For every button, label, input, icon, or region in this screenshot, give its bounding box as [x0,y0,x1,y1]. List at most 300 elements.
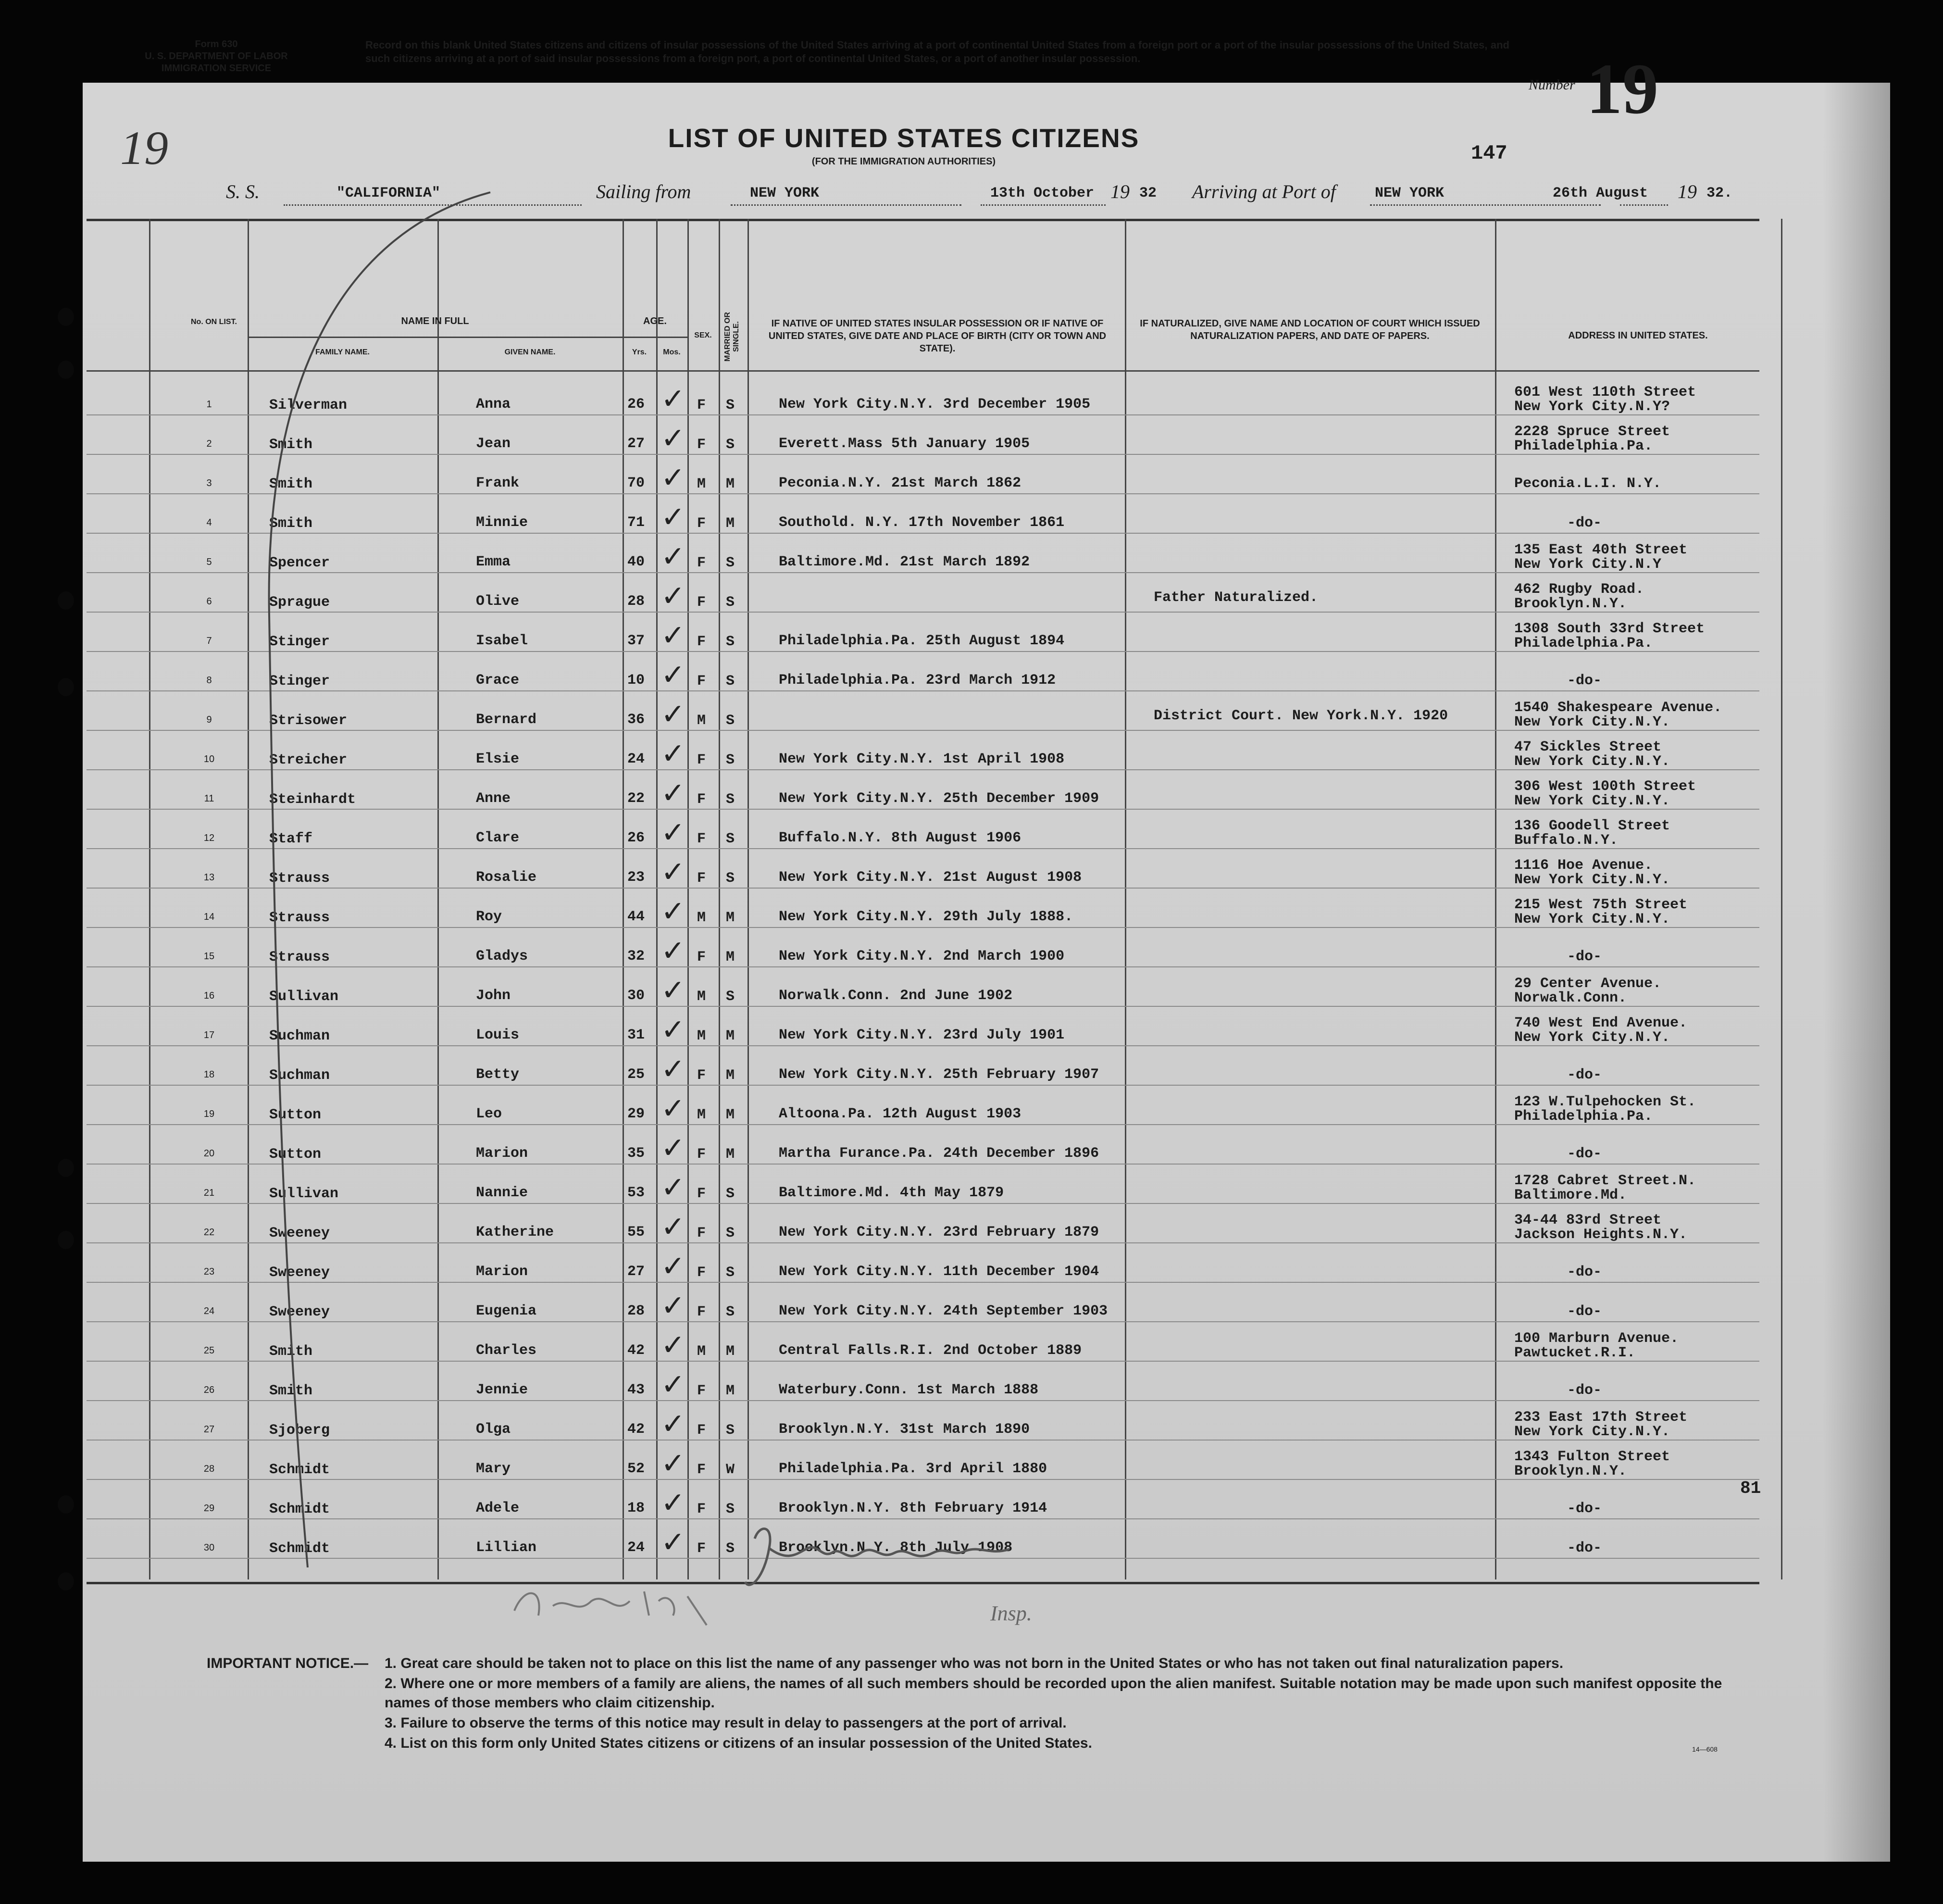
row-number: 15 [203,951,215,962]
given-name: Marion [476,1264,528,1280]
sex: F [697,397,706,413]
age-years: 23 [627,869,645,886]
pencil-arc-mark [250,183,500,1577]
marital-status: S [726,1225,735,1241]
check-mark-icon: ✓ [661,1013,685,1047]
address-line-1: 462 Rugby Road. [1514,581,1644,598]
check-mark-icon: ✓ [661,934,685,968]
age-years: 53 [627,1185,645,1201]
age-years: 10 [627,672,645,689]
address-line-2: New York City.N.Y [1514,556,1662,573]
address-line-2: Pawtucket.R.I. [1514,1345,1636,1361]
address-line-2: New York City.N.Y? [1514,399,1670,415]
sex: F [697,1225,706,1241]
family-name: Strauss [269,910,330,926]
marital-status: M [726,515,735,532]
address-line-1: 215 West 75th Street [1514,897,1688,913]
place-and-date-of-birth: New York City.N.Y. 1st April 1908 [779,751,1065,767]
given-name: Clare [476,830,520,846]
row-number: 1 [206,399,212,410]
given-name: Katherine [476,1224,554,1240]
marital-status: S [726,870,735,887]
marital-status: M [726,1383,735,1399]
marital-status: M [726,1146,735,1163]
row-number: 23 [203,1266,215,1277]
given-name: John [476,988,511,1004]
sailing-from-fill-line [731,204,961,206]
sailing-from-port: NEW YORK [750,185,820,201]
family-name: Stinger [269,673,330,689]
age-years: 42 [627,1342,645,1359]
number-label: Number [1529,77,1575,93]
sex: F [697,594,706,611]
marital-status: S [726,437,735,453]
marital-status: M [726,476,735,492]
age-years: 36 [627,712,645,728]
check-mark-icon: ✓ [661,382,685,416]
family-name: Sweeney [269,1225,330,1241]
check-mark-icon: ✓ [661,1289,685,1323]
age-years: 22 [627,790,645,807]
given-name: Lillian [476,1540,537,1556]
age-years: 55 [627,1224,645,1240]
arriving-port: NEW YORK [1375,185,1445,201]
given-name: Frank [476,475,520,491]
address-line-2: New York City.N.Y. [1514,753,1670,770]
service-name: IMMIGRATION SERVICE [161,63,272,74]
column-divider [149,219,150,1579]
marital-status: S [726,397,735,413]
punch-hole [58,1495,74,1514]
arriving-date-fill-line [1620,204,1668,206]
column-divider [747,219,749,1579]
given-name: Olive [476,593,520,610]
place-and-date-of-birth: Everett.Mass 5th January 1905 [779,436,1030,452]
given-name: Olga [476,1421,511,1438]
given-name: Charles [476,1342,537,1359]
address-line-2: Brooklyn.N.Y. [1514,596,1627,612]
check-mark-icon: ✓ [661,422,685,455]
notice-item: 3. Failure to observe the terms of this notice may result in delay to passengers at the port of arrival. [385,1715,1067,1731]
page-mark: 81 [1740,1478,1761,1498]
address-line-1: 29 Center Avenue. [1514,976,1662,992]
place-and-date-of-birth: Martha Furance.Pa. 24th December 1896 [779,1145,1099,1162]
column-divider [687,219,689,1579]
family-name: Suchman [269,1067,330,1084]
sailing-from-label: Sailing from [596,181,691,202]
row-number: 4 [206,517,212,528]
check-mark-icon: ✓ [661,1092,685,1126]
marital-status: S [726,1501,735,1517]
inspector-signature [740,1519,1029,1601]
page-subtitle: (FOR THE IMMIGRATION AUTHORITIES) [811,156,996,167]
col-family-name: FAMILY NAME. [315,348,370,356]
marital-status: S [726,555,735,571]
address-line-1: -do- [1567,1067,1602,1083]
check-mark-icon: ✓ [661,1368,685,1402]
given-name: Nannie [476,1185,528,1201]
check-mark-icon: ✓ [661,737,685,771]
family-name: Streicher [269,752,348,768]
sex: F [697,1146,706,1163]
marital-status: M [726,1343,735,1360]
address-line-1: 1116 Hoe Avenue. [1514,857,1653,874]
address-line-2: Philadelphia.Pa. [1514,438,1653,454]
family-name: Spencer [269,555,330,571]
age-years: 26 [627,830,645,846]
row-number: 16 [203,990,215,1001]
arriving-year: 32. [1706,185,1733,201]
column-divider [719,219,720,1579]
place-and-date-of-birth: Brooklyn.N.Y. 8th July 1908 [779,1540,1013,1556]
age-years: 25 [627,1066,645,1083]
given-name: Jennie [476,1382,528,1398]
age-years: 32 [627,948,645,965]
column-divider [656,219,658,1579]
row-number: 30 [203,1542,215,1553]
marital-status: M [726,1107,735,1123]
address-line-1: -do- [1567,1540,1602,1556]
family-name: Smith [269,515,313,532]
place-and-date-of-birth: Philadelphia.Pa. 3rd April 1880 [779,1461,1047,1477]
check-mark-icon: ✓ [661,461,685,495]
sex: M [697,1343,706,1360]
given-name: Adele [476,1500,520,1516]
row-number: 18 [203,1069,215,1080]
place-and-date-of-birth: New York City.N.Y. 25th December 1909 [779,790,1099,807]
sex: F [697,949,706,965]
address-line-2: New York City.N.Y. [1514,911,1670,927]
given-name: Jean [476,436,511,452]
col-sex: SEX. [694,331,712,339]
address-line-1: -do- [1567,515,1602,531]
family-name: Sweeney [269,1265,330,1281]
notice-item: 1. Great care should be taken not to place on this list the name of any passenger who was not born in the United States or who has not taken out final naturalization papers. [385,1655,1564,1671]
stamp-number: 147 [1471,142,1507,165]
marital-status: M [726,949,735,965]
page-edge-shadow [1823,83,1890,1862]
check-mark-icon: ✓ [661,895,685,928]
sex: M [697,910,706,926]
family-name: Strauss [269,949,330,965]
place-and-date-of-birth: New York City.N.Y. 29th July 1888. [779,909,1073,925]
given-name: Isabel [476,633,528,649]
sex: F [697,1501,706,1517]
family-name: Strauss [269,870,330,887]
col-no-on-list: No. ON LIST. [191,318,237,326]
given-name: Elsie [476,751,520,767]
column-divider [1495,219,1496,1579]
given-name: Rosalie [476,869,537,886]
family-name: Steinhardt [269,791,356,808]
sex: F [697,1186,706,1202]
address-line-1: 2228 Spruce Street [1514,424,1670,440]
family-name: Schmidt [269,1462,330,1478]
sex: M [697,476,706,492]
address-line-2: Brooklyn.N.Y. [1514,1463,1627,1479]
check-mark-icon: ✓ [661,1486,685,1520]
marital-status: S [726,1304,735,1320]
check-mark-icon: ✓ [661,658,685,692]
age-years: 24 [627,751,645,767]
address-line-1: 136 Goodell Street [1514,818,1670,834]
marital-status: S [726,634,735,650]
marital-status: S [726,1265,735,1281]
place-and-date-of-birth: Central Falls.R.I. 2nd October 1889 [779,1342,1082,1359]
check-mark-icon: ✓ [661,816,685,850]
place-and-date-of-birth: New York City.N.Y. 11th December 1904 [779,1264,1099,1280]
given-name: Minnie [476,514,528,531]
given-name: Grace [476,672,520,689]
check-mark-icon: ✓ [661,777,685,810]
col-given-name: GIVEN NAME. [504,348,556,356]
address-line-2: Baltimore.Md. [1514,1187,1627,1203]
age-years: 28 [627,1303,645,1319]
sex: F [697,1541,706,1557]
age-years: 37 [627,633,645,649]
age-years: 27 [627,1264,645,1280]
row-number: 24 [203,1306,215,1316]
col-married-or-single: MARRIED OR SINGLE. [723,312,740,362]
sex: F [697,752,706,768]
place-and-date-of-birth: New York City.N.Y. 23rd February 1879 [779,1224,1099,1240]
column-divider [623,219,624,1579]
place-and-date-of-birth: Peconia.N.Y. 21st March 1862 [779,475,1021,491]
age-years: 42 [627,1421,645,1438]
place-and-date-of-birth: Waterbury.Conn. 1st March 1888 [779,1382,1039,1398]
address-line-2: New York City.N.Y. [1514,872,1670,888]
list-number: 19 [1586,49,1658,129]
sailing-date-fill-line [981,204,1106,206]
family-name: Sprague [269,594,330,611]
row-number: 28 [203,1464,215,1474]
punch-hole [58,678,74,696]
sex: F [697,831,706,847]
address-line-1: -do- [1567,949,1602,965]
row-number: 12 [203,833,215,843]
marital-status: S [726,791,735,808]
check-mark-icon: ✓ [661,1328,685,1362]
family-name: Stinger [269,634,330,650]
address-line-1: 47 Sickles Street [1514,739,1662,755]
age-years: 44 [627,909,645,925]
row-number: 5 [206,557,212,567]
marital-status: S [726,673,735,689]
address-line-1: -do- [1567,1264,1602,1280]
check-mark-icon: ✓ [661,540,685,574]
marital-status: S [726,713,735,729]
place-and-date-of-birth: Brooklyn.N.Y. 8th February 1914 [779,1500,1047,1516]
given-name: Anne [476,790,511,807]
sex: F [697,515,706,532]
given-name: Emma [476,554,511,570]
row-number: 13 [203,872,215,883]
check-mark-icon: ✓ [661,855,685,889]
family-name: Sutton [269,1107,322,1123]
check-mark-icon: ✓ [661,1210,685,1244]
age-years: 43 [627,1382,645,1398]
marital-status: S [726,1186,735,1202]
address-line-1: 135 East 40th Street [1514,542,1688,558]
sex: F [697,1462,706,1478]
place-and-date-of-birth: New York City.N.Y. 25th February 1907 [779,1066,1099,1083]
check-mark-icon: ✓ [661,1171,685,1204]
family-name: Smith [269,1383,313,1399]
sex: M [697,1028,706,1044]
row-number: 17 [203,1030,215,1040]
given-name: Mary [476,1461,511,1477]
marital-status: M [726,1028,735,1044]
sex: F [697,1265,706,1281]
form-id-block [111,38,322,75]
col-name-in-full: NAME IN FULL [401,316,469,326]
place-and-date-of-birth: Baltimore.Md. 21st March 1892 [779,554,1030,570]
row-number: 26 [203,1385,215,1395]
family-name: Suchman [269,1028,330,1044]
arriving-port-fill-line [1370,204,1601,206]
row-number: 8 [206,675,212,686]
place-and-date-of-birth: Norwalk.Conn. 2nd June 1902 [779,988,1013,1004]
address-line-2: New York City.N.Y. [1514,714,1670,730]
given-name: Eugenia [476,1303,537,1319]
notice-item: 4. List on this form only United States citizens or citizens of an insular possession of the United States. [385,1735,1092,1751]
given-name: Marion [476,1145,528,1162]
col-naturalization: IF NATURALIZED, GIVE NAME AND LOCATION OF COURT WHICH ISSUED NATURALIZATION PAPERS, AND DATE OF PAPERS. [1140,318,1480,341]
address-line-1: -do- [1567,1146,1602,1162]
notice-heading: IMPORTANT NOTICE.— [207,1655,369,1671]
check-mark-icon: ✓ [661,579,685,613]
place-and-date-of-birth: New York City.N.Y. 3rd December 1905 [779,396,1091,413]
sailing-date: 13th October [990,185,1095,201]
row-number: 29 [203,1503,215,1514]
place-and-date-of-birth: Buffalo.N.Y. 8th August 1906 [779,830,1021,846]
row-number: 21 [203,1188,215,1198]
place-and-date-of-birth: New York City.N.Y. 23rd July 1901 [779,1027,1065,1043]
address-line-1: 1308 South 33rd Street [1514,621,1705,637]
col-address: ADDRESS IN UNITED STATES. [1568,330,1708,341]
col-place-of-birth: IF NATIVE OF UNITED STATES INSULAR POSSESSION OR IF NATIVE OF UNITED STATES, GIVE DATE AND PLACE OF BIRTH (CITY OR TOWN AND STATE). [768,318,1107,354]
naturalization-details: District Court. New York.N.Y. 1920 [1154,708,1448,724]
address-line-1: -do- [1567,673,1602,689]
punch-hole [58,1231,74,1249]
address-line-2: Buffalo.N.Y. [1514,832,1619,849]
given-name: Gladys [476,948,528,965]
check-mark-icon: ✓ [661,1407,685,1441]
naturalization-details: Father Naturalized. [1154,589,1319,606]
marital-status: S [726,1541,735,1557]
family-name: Sjoberg [269,1422,330,1439]
check-mark-icon: ✓ [661,1052,685,1086]
place-and-date-of-birth: Southold. N.Y. 17th November 1861 [779,514,1065,531]
sex: F [697,1383,706,1399]
sex: F [697,555,706,571]
given-name: Leo [476,1106,502,1122]
row-number: 9 [206,714,212,725]
row-number: 14 [203,912,215,922]
recording-instructions: Record on this blank United States citizens and citizens of insular possessions of the United States arriving at a port of continental United States from a foreign port or a port of the insular possessions of the United States, and such citizens arriving at a port of said insular possessions from a foreign port, a port of continental United States, or a port of another insular possession. [365,39,1509,64]
row-number: 25 [203,1345,215,1356]
check-mark-icon: ✓ [661,1526,685,1559]
form-code: 14—608 [1692,1745,1718,1753]
check-mark-icon: ✓ [661,619,685,652]
address-line-2: Jackson Heights.N.Y. [1514,1227,1688,1243]
department-name: U. S. DEPARTMENT OF LABOR [145,51,288,62]
age-years: 24 [627,1540,645,1556]
family-name: Schmidt [269,1501,330,1517]
age-years: 40 [627,554,645,570]
row-number: 19 [203,1109,215,1119]
check-mark-icon: ✓ [661,974,685,1007]
arriving-date: 26th August [1553,185,1648,201]
age-years: 70 [627,475,645,491]
column-divider [248,219,249,1579]
address-line-1: -do- [1567,1303,1602,1320]
age-years: 30 [627,988,645,1004]
check-mark-icon: ✓ [661,698,685,731]
place-and-date-of-birth: New York City.N.Y. 21st August 1908 [779,869,1082,886]
marital-status: S [726,1422,735,1439]
marital-status: W [726,1462,735,1478]
address-line-1: 100 Marburn Avenue. [1514,1330,1679,1347]
row-number: 2 [206,438,212,449]
age-years: 71 [627,514,645,531]
age-years: 29 [627,1106,645,1122]
given-name: Roy [476,909,502,925]
address-line-2: Philadelphia.Pa. [1514,1108,1653,1125]
address-line-1: 123 W.Tulpehocken St. [1514,1094,1696,1110]
sex: F [697,870,706,887]
place-and-date-of-birth: Philadelphia.Pa. 25th August 1894 [779,633,1065,649]
marital-status: S [726,752,735,768]
marital-status: S [726,831,735,847]
place-and-date-of-birth: Altoona.Pa. 12th August 1903 [779,1106,1021,1122]
family-name: Silverman [269,397,348,413]
marital-status: M [726,1067,735,1084]
address-line-1: 740 West End Avenue. [1514,1015,1688,1031]
sex: F [697,437,706,453]
address-line-1: 34-44 83rd Street [1514,1212,1662,1228]
family-name: Smith [269,1343,313,1360]
age-years: 35 [627,1145,645,1162]
form-number: Form 630 [195,39,238,50]
sex: M [697,1107,706,1123]
margin-note: 19 [120,121,168,175]
sex: F [697,673,706,689]
check-mark-icon: ✓ [661,501,685,534]
marital-status: S [726,989,735,1005]
place-and-date-of-birth: Baltimore.Md. 4th May 1879 [779,1185,1004,1201]
marital-status: M [726,910,735,926]
family-name: Sullivan [269,989,339,1005]
address-line-2: New York City.N.Y. [1514,793,1670,809]
marital-status: S [726,594,735,611]
handwritten-annotation [505,1572,721,1640]
punch-hole [58,591,74,610]
sailing-year-prefix: 19 [1110,181,1130,202]
given-name: Louis [476,1027,520,1043]
age-years: 31 [627,1027,645,1043]
sex: F [697,1067,706,1084]
row-number: 10 [203,754,215,764]
address-line-1: Peconia.L.I. N.Y. [1514,476,1662,492]
place-and-date-of-birth: New York City.N.Y. 24th September 1903 [779,1303,1108,1319]
row-number: 11 [204,793,214,804]
given-name: Bernard [476,712,537,728]
family-name: Sullivan [269,1186,339,1202]
page-title: LIST OF UNITED STATES CITIZENS [668,123,1140,153]
notice-item: 2. Where one or more members of a family are aliens, the names of all such members should be recorded upon the alien manifest. Suitable notation may be made upon such manifest opposite the names of those members who claim citizenship. [385,1676,1722,1711]
family-name: Smith [269,437,313,453]
